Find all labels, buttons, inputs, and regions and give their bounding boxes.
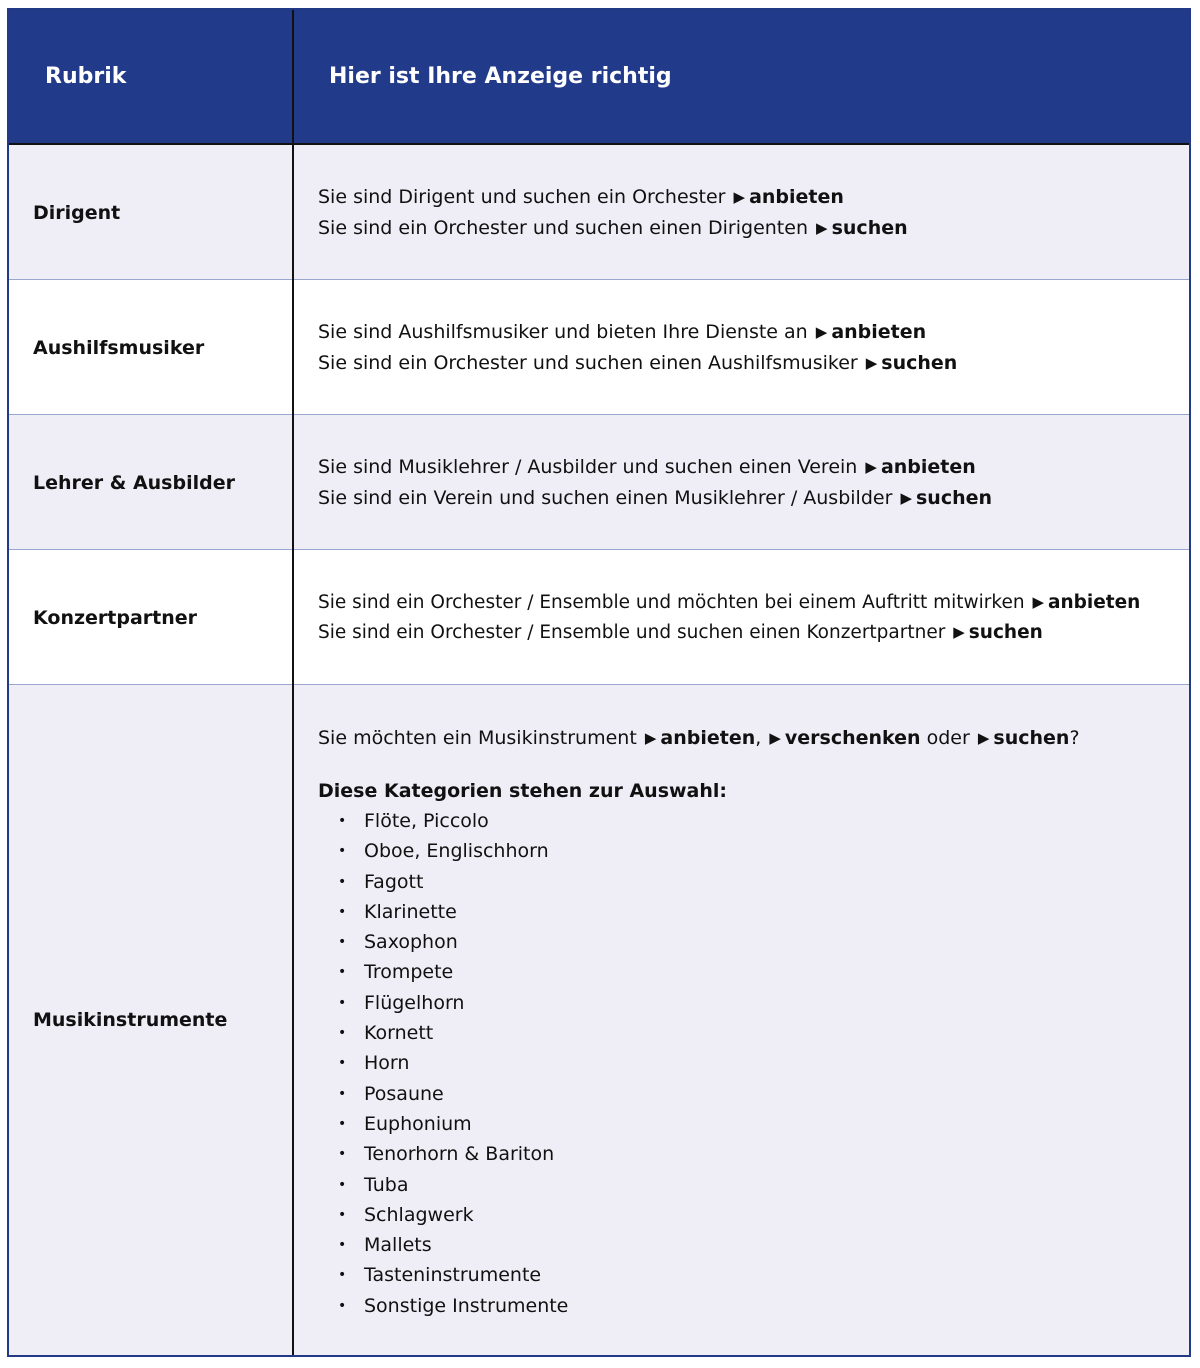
bullet-icon: • <box>338 964 347 981</box>
instrument-label: Tuba <box>364 1173 409 1196</box>
play-arrow-icon: ▶ <box>644 729 657 747</box>
line-text: Sie sind ein Orchester / Ensemble und suchen einen Konzertpartner <box>318 621 946 643</box>
description-line <box>318 348 1179 379</box>
instrument-label: Flöte, Piccolo <box>364 810 489 832</box>
intro-prefix: Sie möchten ein Musikinstrument <box>318 727 637 749</box>
list-item <box>338 1200 1179 1230</box>
category-konzertpartner: Konzertpartner <box>33 606 198 629</box>
instrument-label: Flügelhorn <box>364 991 465 1014</box>
bullet-icon: • <box>338 1115 347 1132</box>
line-text: Sie sind Aushilfsmusiker und bieten Ihre Dienste an <box>318 320 808 343</box>
instrument-label: Fagott <box>364 870 424 893</box>
description-line <box>318 452 1179 483</box>
play-arrow-icon: ▶ <box>815 322 828 341</box>
table-row-lehrer-ausbilder <box>9 415 1189 550</box>
instrument-label: Posaune <box>364 1082 444 1105</box>
description-line <box>318 588 1179 618</box>
bullet-icon: • <box>338 903 347 920</box>
bullet-icon: • <box>338 1025 347 1042</box>
category-musikinstrumente: Musikinstrumente <box>33 1009 228 1031</box>
bullet-icon: • <box>338 1055 347 1072</box>
category-aushilfsmusiker: Aushilfsmusiker <box>33 336 205 359</box>
list-item <box>338 1018 1179 1048</box>
play-arrow-icon: ▶ <box>865 457 877 476</box>
instrument-label: Trompete <box>364 961 454 984</box>
play-arrow-icon: ▶ <box>900 488 912 507</box>
description-line <box>318 182 1179 213</box>
action-anbieten: anbieten <box>880 455 976 478</box>
table-row-dirigent <box>9 145 1189 280</box>
action-suchen: suchen <box>881 351 958 374</box>
list-item <box>338 836 1179 866</box>
play-arrow-icon: ▶ <box>816 218 828 237</box>
header-rubrik: Rubrik <box>45 64 127 89</box>
line-text: Sie sind ein Verein und suchen einen Musiklehrer / Ausbilder <box>318 486 893 509</box>
list-item <box>338 1109 1179 1139</box>
header-anzeige: Hier ist Ihre Anzeige richtig <box>329 64 672 89</box>
bullet-icon: • <box>338 873 347 890</box>
instrument-label: Tasteninstrumente <box>364 1264 542 1287</box>
description-musikinstrumente <box>318 685 1179 1355</box>
list-item <box>338 957 1179 987</box>
line-text: Sie sind Musiklehrer / Ausbilder und suchen einen Verein <box>318 455 858 478</box>
play-arrow-icon: ▶ <box>733 187 746 206</box>
play-arrow-icon: ▶ <box>953 622 965 641</box>
list-item <box>338 1291 1179 1321</box>
instrument-label: Oboe, Englischhorn <box>364 840 549 863</box>
category-table <box>7 8 1191 1357</box>
list-item <box>338 988 1179 1018</box>
instrument-label: Sonstige Instrumente <box>364 1294 569 1317</box>
table-row-aushilfsmusiker <box>9 280 1189 415</box>
category-lehrer-ausbilder: Lehrer & Ausbilder <box>33 471 235 494</box>
table-row-musikinstrumente <box>9 685 1189 1355</box>
list-item <box>338 1139 1179 1169</box>
action-anbieten: anbieten <box>660 727 756 749</box>
instrument-label: Mallets <box>364 1234 432 1257</box>
action-anbieten: anbieten <box>831 320 927 343</box>
table-header <box>9 10 1189 145</box>
play-arrow-icon: ▶ <box>1032 592 1044 611</box>
instrument-label: Horn <box>364 1052 410 1075</box>
action-suchen: suchen <box>915 486 993 509</box>
bullet-icon: • <box>338 813 347 829</box>
list-item <box>338 867 1179 897</box>
play-arrow-icon: ▶ <box>977 729 990 747</box>
description-line <box>318 483 1179 514</box>
instrument-label: Tenorhorn & Bariton <box>364 1143 555 1166</box>
action-suchen: suchen <box>993 727 1070 749</box>
intro-line <box>318 723 1179 754</box>
line-text: Sie sind ein Orchester und suchen einen Aushilfsmusiker <box>318 351 858 374</box>
list-item <box>338 806 1179 836</box>
line-text: Sie sind ein Orchester und suchen einen Dirigenten <box>318 216 808 239</box>
list-item <box>338 927 1179 957</box>
category-dirigent: Dirigent <box>33 201 121 224</box>
instrument-list <box>318 806 1179 1321</box>
list-item <box>338 897 1179 927</box>
action-suchen: suchen <box>831 216 908 239</box>
bullet-icon: • <box>338 1146 347 1163</box>
action-suchen: suchen <box>968 621 1043 643</box>
action-anbieten: anbieten <box>749 185 844 208</box>
bullet-icon: • <box>338 1267 347 1284</box>
categories-subheading: Diese Kategorien stehen zur Auswahl: <box>318 780 728 802</box>
bullet-icon: • <box>338 843 347 860</box>
bullet-icon: • <box>338 1297 347 1314</box>
action-anbieten: anbieten <box>1048 591 1141 613</box>
bullet-icon: • <box>338 1237 347 1254</box>
bullet-icon: • <box>338 1085 347 1102</box>
description-line <box>318 618 1179 648</box>
action-verschenken: verschenken <box>784 727 921 749</box>
instrument-label: Saxophon <box>364 931 458 954</box>
play-arrow-icon: ▶ <box>865 353 878 372</box>
list-item <box>338 1079 1179 1109</box>
description-dirigent <box>318 145 1179 280</box>
list-item <box>338 1260 1179 1290</box>
bullet-icon: • <box>338 1176 347 1193</box>
column-divider <box>292 10 294 1355</box>
description-line <box>318 317 1179 348</box>
instrument-label: Kornett <box>364 1022 434 1045</box>
play-arrow-icon: ▶ <box>769 729 781 747</box>
bullet-icon: • <box>338 994 347 1011</box>
description-line <box>318 213 1179 244</box>
instrument-label: Euphonium <box>364 1112 472 1135</box>
description-aushilfsmusiker <box>318 280 1179 415</box>
intro-or: oder <box>926 727 970 749</box>
intro-suffix: ? <box>1069 727 1080 749</box>
line-text: Sie sind ein Orchester / Ensemble und möchten bei einem Auftritt mitwirken <box>318 591 1025 613</box>
description-konzertpartner <box>318 550 1179 685</box>
bullet-icon: • <box>338 934 347 951</box>
list-item <box>338 1230 1179 1260</box>
instrument-label: Klarinette <box>364 900 457 923</box>
list-item <box>338 1170 1179 1200</box>
line-text: Sie sind Dirigent und suchen ein Orchester <box>318 185 726 208</box>
intro-comma: , <box>755 727 762 749</box>
bullet-icon: • <box>338 1206 347 1223</box>
description-lehrer-ausbilder <box>318 415 1179 550</box>
list-item <box>338 1048 1179 1078</box>
table-row-konzertpartner <box>9 550 1189 685</box>
instrument-label: Schlagwerk <box>364 1203 474 1226</box>
